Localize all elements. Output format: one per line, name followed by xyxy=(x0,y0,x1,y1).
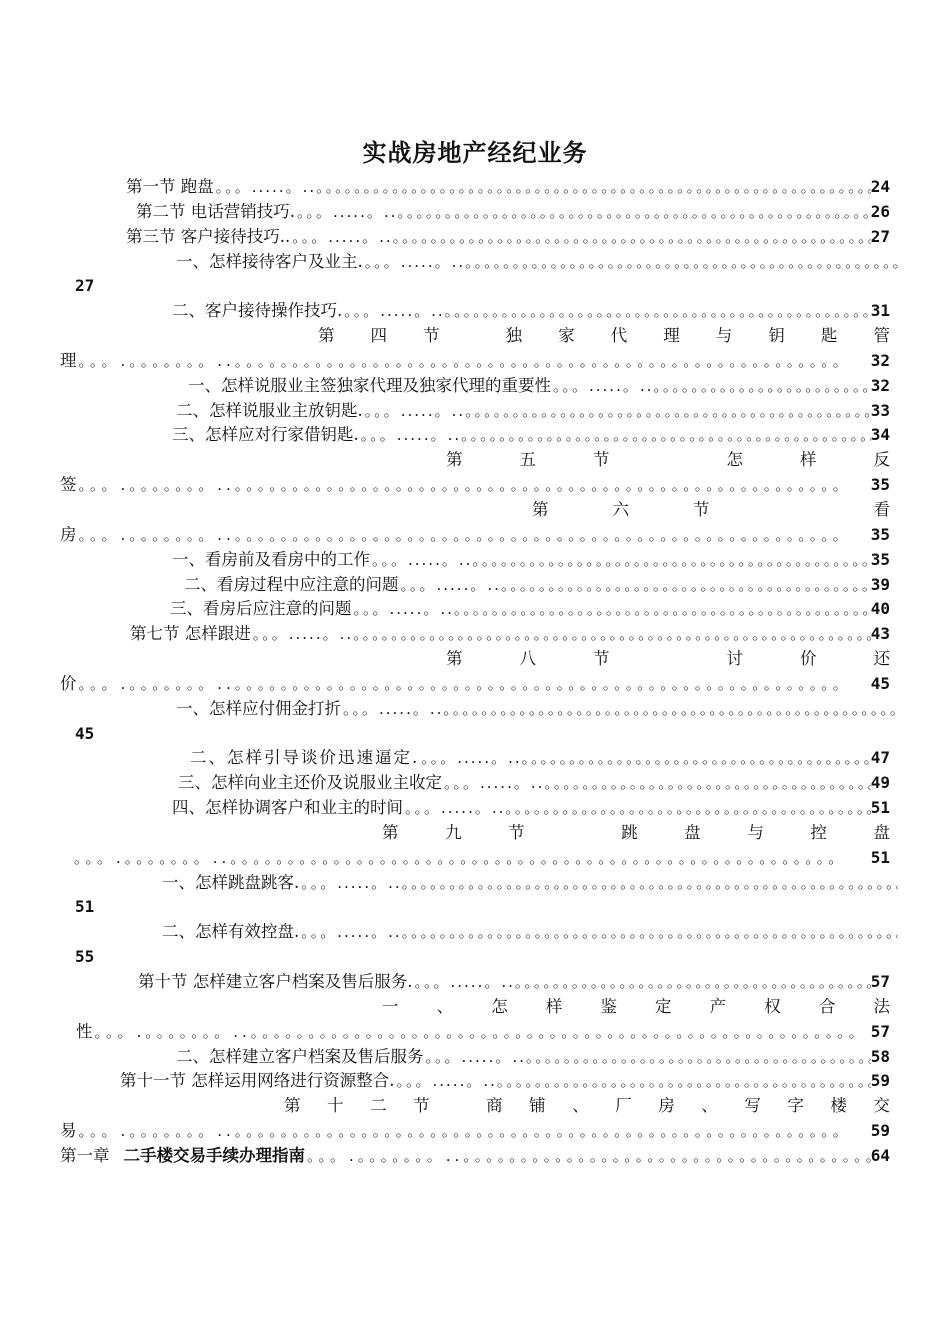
toc-char: 产 xyxy=(709,996,727,1016)
toc-line xyxy=(0,1119,950,1144)
toc-char: 盘 xyxy=(684,822,701,842)
toc-char: 怎 xyxy=(726,450,743,470)
toc-char: 样 xyxy=(800,450,817,470)
toc-line xyxy=(0,423,950,448)
toc-line xyxy=(0,995,950,1020)
leader-dots xyxy=(551,374,871,398)
leader-dots xyxy=(363,399,871,423)
leader-dots xyxy=(77,1119,871,1143)
leader-dots xyxy=(442,771,871,795)
leader-dots xyxy=(77,672,871,696)
toc-line xyxy=(0,672,950,697)
toc-char: 权 xyxy=(764,996,781,1016)
leader-dots xyxy=(363,250,898,274)
toc-char: 五 xyxy=(519,450,536,470)
leader-dots xyxy=(72,846,871,870)
toc-char: 合 xyxy=(818,996,836,1016)
leader-dots xyxy=(342,299,870,323)
toc-entry-label: 三、怎样向业主还价及说服业主收定 xyxy=(178,773,442,793)
toc-page-number: 51 xyxy=(75,897,95,917)
toc-page-number: 58 xyxy=(870,1046,890,1066)
toc-line xyxy=(0,796,950,821)
toc-line xyxy=(0,920,950,945)
toc-line xyxy=(0,1069,950,1094)
leader-dots xyxy=(352,597,871,621)
toc-char: 节 xyxy=(593,450,610,470)
toc-page-number: 35 xyxy=(870,549,890,569)
leader-dots xyxy=(359,423,871,447)
toc-char: 价 xyxy=(800,649,817,669)
toc-line xyxy=(0,548,950,573)
toc-page-number: 24 xyxy=(870,177,890,196)
toc-line xyxy=(0,821,950,846)
toc-line xyxy=(0,622,950,647)
toc-line xyxy=(0,722,950,747)
toc-char: 怎 xyxy=(491,996,508,1016)
toc-char: 、 xyxy=(572,1096,589,1116)
toc-char: 第 xyxy=(382,822,399,842)
toc-page-number: 32 xyxy=(870,350,890,370)
toc-char: 九 xyxy=(445,822,462,842)
leader-dots xyxy=(299,920,898,944)
toc-chapter-title: 二手楼交易手续办理指南 xyxy=(123,1145,305,1165)
leader-dots xyxy=(413,970,871,994)
leader-dots xyxy=(77,523,871,547)
toc-char: 法 xyxy=(873,996,890,1016)
toc-char: 鉴 xyxy=(600,996,617,1016)
toc-char: 第 xyxy=(284,1096,301,1116)
toc-page-number: 55 xyxy=(75,947,95,967)
toc-char: 第 xyxy=(446,450,463,470)
toc-char: 与 xyxy=(747,822,764,842)
toc-entry-label: 第一节 跑盘 xyxy=(126,177,214,196)
toc-entry-label: 签 xyxy=(60,475,77,495)
leader-dots xyxy=(290,225,870,249)
toc-line xyxy=(0,250,950,275)
toc-page-number: 45 xyxy=(75,723,95,743)
document-title: 实战房地产经纪业务 xyxy=(362,138,588,167)
toc-page-number: 27 xyxy=(870,226,890,246)
toc-page-number: 47 xyxy=(870,748,890,768)
toc-line xyxy=(0,895,950,920)
toc-char: 独 xyxy=(505,326,523,346)
leader-dots xyxy=(214,175,871,199)
toc-page-number: 57 xyxy=(870,1021,890,1041)
toc-page-number: 32 xyxy=(870,375,890,395)
leader-dots xyxy=(370,548,871,572)
toc-page-number: 35 xyxy=(870,475,890,495)
toc-char: 家 xyxy=(558,326,575,346)
toc-entry-label: 第七节 怎样跟进 xyxy=(130,624,251,644)
leader-dots xyxy=(299,871,898,895)
toc-char: 盘 xyxy=(873,822,890,842)
toc-line xyxy=(0,274,950,299)
toc-page-number: 51 xyxy=(870,798,890,818)
toc-line xyxy=(0,225,950,250)
toc-line xyxy=(0,399,950,424)
toc-page-number: 51 xyxy=(870,847,890,867)
toc-char: 商 xyxy=(486,1096,503,1116)
toc-entry-label: 理 xyxy=(60,350,77,370)
toc-entry-label: 二、怎样有效控盘. xyxy=(162,922,300,942)
toc-char: 第 xyxy=(446,649,463,669)
toc-char: 管 xyxy=(873,326,890,346)
leader-dots xyxy=(424,1045,871,1069)
toc-line xyxy=(0,200,950,225)
toc-page-number: 34 xyxy=(870,425,890,445)
toc-char: 跳 xyxy=(621,822,638,842)
toc-char: 与 xyxy=(715,326,733,346)
toc-entry-label: 房 xyxy=(60,524,77,544)
toc-char: 第 xyxy=(318,326,335,346)
leader-dots xyxy=(419,746,870,770)
toc-line xyxy=(0,1094,950,1119)
toc-entry-label: 易 xyxy=(60,1121,77,1141)
toc-page-number: 59 xyxy=(870,1071,890,1091)
toc-page-number: 39 xyxy=(870,574,890,594)
toc-entry-label: 一、怎样说服业主签独家代理及独家代理的重要性 xyxy=(188,375,551,395)
toc-page-number: 40 xyxy=(870,599,890,619)
leader-dots xyxy=(295,200,871,224)
toc-entry-label: 一、看房前及看房中的工作 xyxy=(172,549,370,569)
toc-line xyxy=(0,299,950,324)
toc-entry-label: 一、怎样应付佣金打折 xyxy=(176,698,341,718)
toc-line xyxy=(0,1144,950,1169)
toc-char: 写 xyxy=(744,1096,761,1116)
toc-page-number: 35 xyxy=(870,524,890,544)
toc-char: 钥 xyxy=(768,326,785,346)
toc-line xyxy=(0,647,950,672)
toc-char: 十 xyxy=(327,1096,344,1116)
toc-char: 交 xyxy=(873,1096,890,1116)
toc-char: 房 xyxy=(658,1096,675,1116)
toc-char: 、 xyxy=(436,996,454,1016)
toc-entry-label: 三、怎样应对行家借钥匙. xyxy=(172,425,359,445)
toc-page-number: 27 xyxy=(75,276,95,296)
toc-entry-label: 性 xyxy=(76,1021,93,1041)
toc-char: 代 xyxy=(610,326,628,346)
toc-char: 四 xyxy=(370,326,388,346)
toc-entry-label: 三、看房后应注意的问题 xyxy=(170,599,352,619)
leader-dots xyxy=(77,349,871,373)
toc-entry-label: 二、客户接待操作技巧. xyxy=(172,301,343,321)
toc-char: 节 xyxy=(413,1096,430,1116)
leader-dots xyxy=(403,796,871,820)
toc-entry-label: 二、怎样引导谈价迅速逼定. xyxy=(190,748,420,768)
toc-line xyxy=(0,374,950,399)
toc-char: 六 xyxy=(612,499,629,519)
toc-entry-label: 价 xyxy=(60,673,77,693)
toc-line xyxy=(0,945,950,970)
toc-entry-label: 二、怎样建立客户档案及售后服务 xyxy=(176,1046,424,1066)
toc-line xyxy=(0,175,950,200)
toc-char: 一 xyxy=(382,996,399,1016)
toc-char: 匙 xyxy=(820,326,838,346)
toc-char: 二 xyxy=(370,1096,387,1116)
leader-dots xyxy=(251,622,871,646)
toc-line xyxy=(0,746,950,771)
toc-page-number: 49 xyxy=(870,773,890,793)
toc-entry-label: 二、怎样说服业主放钥匙. xyxy=(176,400,363,420)
toc-char: 节 xyxy=(508,822,525,842)
toc-char: 理 xyxy=(663,326,680,346)
toc-char: 看 xyxy=(873,499,890,519)
toc-entry-label: 一、怎样接待客户及业主. xyxy=(176,251,363,271)
toc-page-number: 33 xyxy=(870,400,890,420)
toc-line xyxy=(0,523,950,548)
toc-entry-label: 第二节 电话营销技巧. xyxy=(136,201,295,221)
toc-line xyxy=(0,1020,950,1045)
toc-line xyxy=(0,473,950,498)
toc-char: 铺 xyxy=(529,1096,546,1116)
toc-page-number: 31 xyxy=(870,301,890,321)
toc-line xyxy=(0,970,950,995)
toc-char: 第 xyxy=(532,499,549,519)
toc-page-number: 64 xyxy=(870,1145,890,1165)
toc-char: 节 xyxy=(693,499,710,519)
toc-char: 反 xyxy=(873,450,890,470)
toc-entry-label: 一、怎样跳盘跳客. xyxy=(162,872,300,892)
toc-chapter-number: 第一章 xyxy=(60,1145,110,1165)
toc-line xyxy=(0,1045,950,1070)
toc-char: 样 xyxy=(545,996,563,1016)
toc-char: 控 xyxy=(810,822,827,842)
leader-dots xyxy=(305,1144,871,1168)
toc-line xyxy=(0,597,950,622)
toc-page-number: 57 xyxy=(870,972,890,991)
toc-page-number: 59 xyxy=(870,1121,890,1141)
table-of-contents xyxy=(0,175,950,1169)
leader-dots xyxy=(399,573,871,597)
toc-line xyxy=(0,573,950,598)
toc-entry-label: 第三节 客户接待技巧.. xyxy=(126,226,291,246)
toc-char: 节 xyxy=(423,326,440,346)
toc-entry-label: 第十一节 怎样运用网络进行资源整合. xyxy=(120,1071,395,1091)
toc-line xyxy=(0,448,950,473)
toc-entry-label: 第十节 怎样建立客户档案及售后服务. xyxy=(138,972,413,991)
toc-char: 八 xyxy=(519,649,536,669)
toc-line xyxy=(0,846,950,871)
leader-dots xyxy=(395,1069,871,1093)
toc-char: 节 xyxy=(593,649,610,669)
toc-line xyxy=(0,697,950,722)
leader-dots xyxy=(341,697,898,721)
toc-char: 、 xyxy=(701,1096,718,1116)
toc-page-number: 43 xyxy=(870,624,890,644)
toc-line xyxy=(0,349,950,374)
toc-char: 字 xyxy=(787,1096,804,1116)
toc-entry-label: 四、怎样协调客户和业主的时间 xyxy=(172,798,403,818)
toc-page-number: 26 xyxy=(870,201,890,221)
toc-char: 讨 xyxy=(726,649,743,669)
toc-line xyxy=(0,498,950,523)
toc-page-number: 45 xyxy=(870,673,890,693)
toc-line xyxy=(0,771,950,796)
toc-char: 定 xyxy=(655,996,672,1016)
toc-char: 还 xyxy=(873,649,890,669)
toc-char: 厂 xyxy=(615,1096,632,1116)
toc-line xyxy=(0,871,950,896)
toc-char: 楼 xyxy=(830,1096,847,1116)
toc-entry-label: 二、看房过程中应注意的问题 xyxy=(184,574,399,594)
leader-dots xyxy=(77,473,871,497)
leader-dots xyxy=(93,1020,871,1044)
toc-line xyxy=(0,324,950,349)
